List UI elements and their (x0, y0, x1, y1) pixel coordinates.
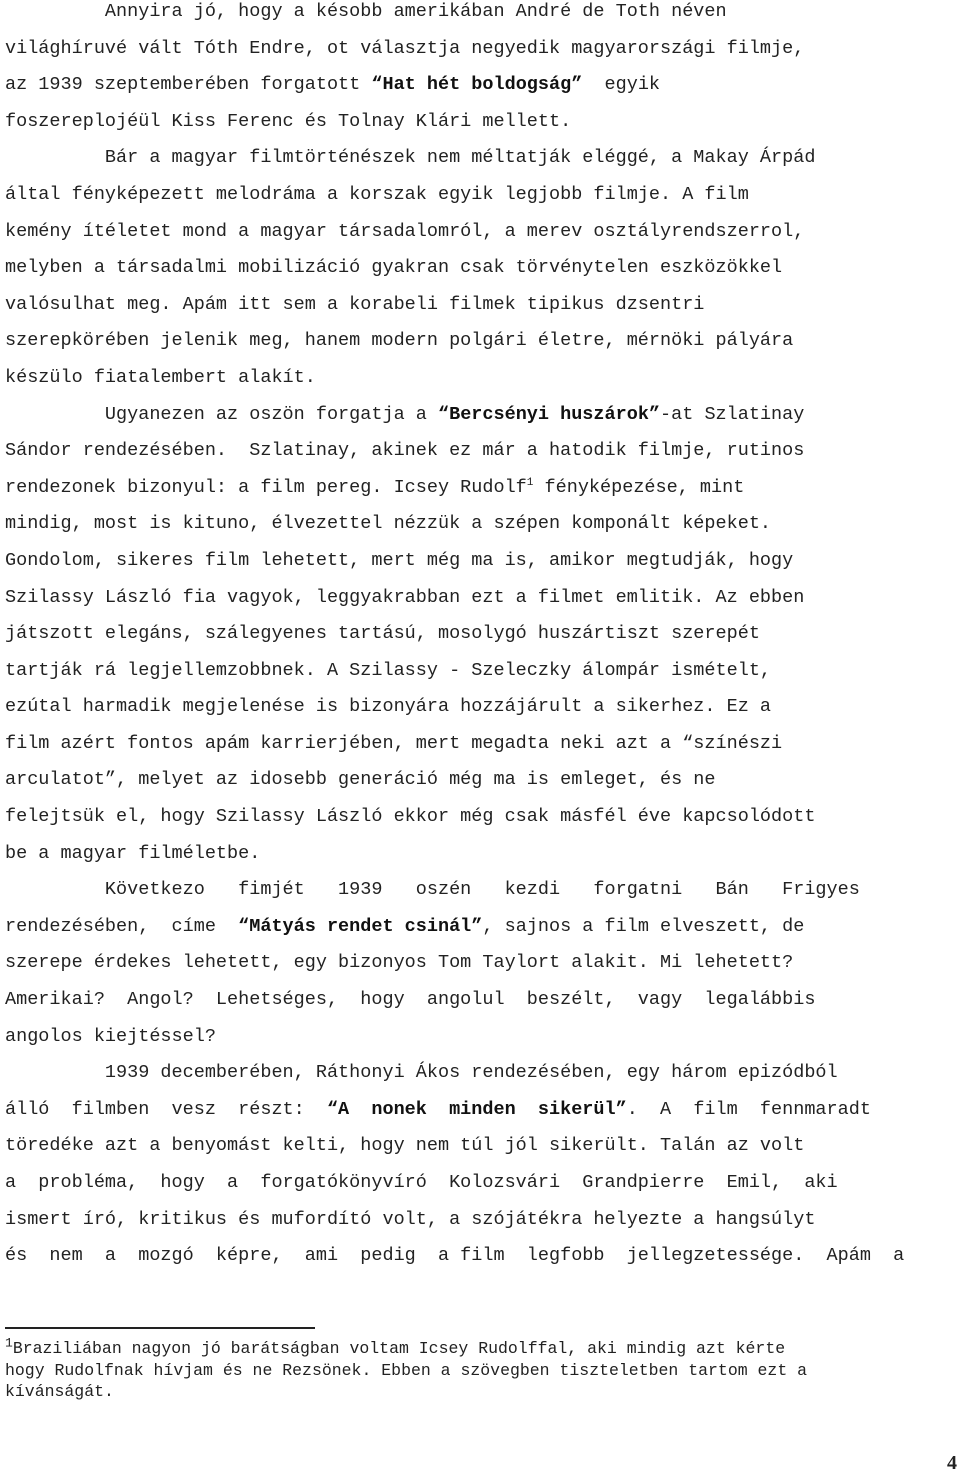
text-line (5, 1238, 957, 1275)
text-line (5, 543, 957, 580)
document-body (5, 0, 957, 1275)
text-segment: felejtsük el, hogy Szilassy László ekkor még csak másfél éve kapcsolódott (5, 806, 816, 828)
text-line (5, 433, 957, 470)
text-segment: világhíruvé vált Tóth Endre, ot választja negyedik magyarországi filmje, (5, 37, 805, 59)
footnote-line-1: Braziliában nagyon jó barátságban voltam Icsey Rudolffal, aki mindig azt kérte (12, 1339, 786, 1358)
text-segment: szerepkörében jelenik meg, hanem modern polgári életre, mérnöki pályára (5, 330, 794, 352)
text-segment: Annyira jó, hogy a késobb amerikában André de Toth néven (5, 1, 727, 22)
text-segment: Következo fimjét 1939 oszén kezdi forgatni Bán Frigyes (5, 879, 860, 901)
text-line (5, 104, 957, 141)
text-segment: töredéke azt a benyomást kelti, hogy nem túl jól sikerült. Talán az volt (5, 1135, 805, 1157)
text-segment: álló filmben vesz részt: (5, 1098, 327, 1120)
text-segment: Szilassy László fia vagyok, leggyakrabban ezt a filmet emlitik. Az ebben (5, 586, 805, 608)
text-segment: . A film fennmaradt (626, 1098, 871, 1120)
text-line (5, 945, 957, 982)
text-line (5, 1019, 957, 1056)
text-line (5, 909, 957, 946)
text-line (5, 836, 957, 873)
paragraph-2 (5, 140, 957, 396)
paragraph-3 (5, 397, 957, 873)
footnote-mark: 1 (5, 1335, 13, 1351)
text-segment: be a magyar filméletbe. (5, 842, 261, 864)
text-line (5, 1128, 957, 1165)
text-segment: Amerikai? Angol? Lehetséges, hogy angolul beszélt, vagy legalábbis (5, 989, 816, 1011)
text-segment: , sajnos a film elveszett, de (482, 915, 805, 937)
footnote-line-3: kívánságát. (5, 1382, 114, 1401)
text-segment: ezútal harmadik megjelenése is bizonyára hozzájárult a sikerhez. Ez a (5, 696, 772, 718)
text-line (5, 360, 957, 397)
text-segment: egyik (582, 74, 661, 96)
text-line (5, 177, 957, 214)
text-line (5, 470, 957, 507)
text-segment: fényképezése, mint (533, 476, 745, 498)
text-segment: szerepe érdekes lehetett, egy bizonyos Tom Taylort alakit. Mi lehetett? (5, 952, 794, 974)
text-segment: rendezonek bizonyul: a film pereg. Icsey Rudolf (5, 476, 527, 498)
text-segment: tartják rá legjellemzobbnek. A Szilassy - Szeleczky álompár ismételt, (5, 659, 772, 681)
text-line (5, 653, 957, 690)
text-line (5, 287, 957, 324)
text-line (5, 140, 957, 177)
film-title: “Hat hét boldogság” (371, 74, 583, 96)
text-line (5, 397, 957, 434)
text-segment: rendezésében, címe (5, 915, 239, 937)
text-segment: valósulhat meg. Apám itt sem a korabeli filmek tipikus dzsentri (5, 293, 705, 315)
footnote-reference: 1 (526, 476, 534, 489)
text-segment: Ugyanezen az oszön forgatja a (5, 403, 438, 425)
paragraph-4 (5, 872, 957, 1055)
footnote (5, 1335, 957, 1403)
text-line (5, 799, 957, 836)
film-title: “Bercsényi huszárok” (437, 403, 661, 425)
text-line (5, 0, 957, 31)
text-segment: és nem a mozgó képre, ami pedig a film legfobb jellegzetessége. Apám a (5, 1245, 905, 1267)
text-segment: kemény ítéletet mond a magyar társadalomról, a merev osztályrendszerrol, (5, 220, 805, 242)
text-line (5, 214, 957, 251)
paragraph-1 (5, 0, 957, 140)
text-line (5, 31, 957, 68)
text-segment: Sándor rendezésében. Szlatinay, akinek ez már a hatodik filmje, rutinos (5, 440, 805, 462)
text-segment: ismert író, kritikus és mufordító volt, a szójátékra helyezte a hangsúlyt (5, 1208, 816, 1230)
paragraph-5 (5, 1055, 957, 1275)
text-line (5, 1055, 957, 1092)
text-line (5, 506, 957, 543)
text-line (5, 762, 957, 799)
text-segment: készülo fiatalembert alakít. (5, 366, 316, 388)
text-segment: játszott elegáns, szálegyenes tartású, mosolygó huszártiszt szerepét (5, 623, 760, 645)
text-line (5, 323, 957, 360)
text-segment: arculatot”, melyet az idosebb generáció még ma is emleget, és ne (5, 769, 716, 791)
text-line (5, 689, 957, 726)
text-segment: foszereplojéül Kiss Ferenc és Tolnay Klári mellett. (5, 110, 572, 132)
text-line (5, 1165, 957, 1202)
text-segment: film azért fontos apám karrierjében, mert megadta neki azt a “színészi (5, 732, 783, 754)
text-line (5, 872, 957, 909)
footnote-separator (5, 1327, 315, 1329)
text-line (5, 726, 957, 763)
film-title: “A nonek minden sikerül” (326, 1098, 627, 1120)
text-segment: Bár a magyar filmtörténészek nem méltatják eléggé, a Makay Árpád (5, 147, 816, 169)
text-line (5, 982, 957, 1019)
text-line (5, 580, 957, 617)
text-line (5, 616, 957, 653)
text-line (5, 67, 957, 104)
text-segment: mindig, most is kituno, élvezettel nézzük a szépen komponált képeket. (5, 513, 772, 535)
footnote-line-2: hogy Rudolfnak hívjam és ne Rezsönek. Ebben a szövegben tiszteletben tartom ezt a (5, 1360, 808, 1380)
text-segment: Gondolom, sikeres film lehetett, mert még ma is, amikor megtudják, hogy (5, 549, 794, 571)
text-line (5, 250, 957, 287)
text-segment: által fényképezett melodráma a korszak egyik legjobb filmje. A film (5, 183, 749, 205)
film-title: “Mátyás rendet csinál” (238, 915, 483, 937)
text-segment: 1939 decemberében, Ráthonyi Ákos rendezésében, egy három epizódból (5, 1062, 838, 1084)
text-segment: a probléma, hogy a forgatókönyvíró Kolozsvári Grandpierre Emil, aki (5, 1172, 838, 1193)
text-segment: angolos kiejtéssel? (5, 1025, 216, 1047)
text-line (5, 1202, 957, 1239)
text-segment: az 1939 szeptemberében forgatott (5, 74, 372, 96)
text-segment: -at Szlatinay (660, 403, 805, 425)
page-number: 4 (947, 1452, 957, 1474)
text-segment: melyben a társadalmi mobilizáció gyakran csak törvénytelen eszközökkel (5, 257, 783, 279)
text-line (5, 1092, 957, 1129)
